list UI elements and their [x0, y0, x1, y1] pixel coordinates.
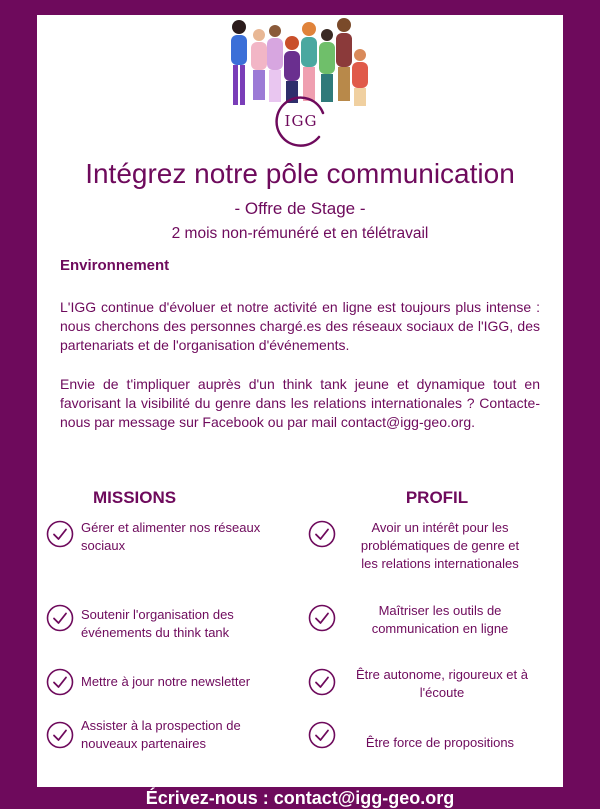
subtitle: - Offre de Stage -: [234, 199, 366, 218]
environment-paragraph-2: Envie de t'impliquer auprès d'un think tank jeune et dynamique tout en favorisant la visibilité du genre dans les relations internationales ? Contacte-nous par message sur Facebook ou par mail contact@igg-geo.org.: [60, 376, 540, 430]
environment-heading: Environnement: [60, 257, 170, 274]
check-circle-icon: [308, 668, 336, 696]
environment-paragraph-1: L'IGG continue d'évoluer et notre activité en ligne est toujours plus intense : nous cherchons des personnes chargé.es des réseaux sociaux de l'IGG, des partenariats et de l'organisation d'événements.: [60, 299, 540, 353]
profil-item: Maîtriser les outils de communication en ligne: [371, 603, 509, 636]
check-circle-icon: [308, 520, 336, 548]
check-circle-icon: [308, 604, 336, 632]
offer-details: 2 mois non-rémunéré et en télétravail: [171, 225, 429, 242]
mission-item: Soutenir l'organisation des événements du think tank: [81, 607, 234, 640]
check-circle-icon: [46, 520, 74, 548]
check-circle-icon: [46, 668, 74, 696]
profil-item: Avoir un intérêt pour les problématiques de genre et les relations internationales: [360, 520, 520, 571]
profil-item: Être autonome, rigoureux et à l'écoute: [356, 667, 528, 700]
check-circle-icon: [46, 721, 74, 749]
mission-item: Assister à la prospection de nouveaux partenaires: [81, 718, 241, 751]
page-title: Intégrez notre pôle communication: [85, 158, 515, 189]
check-circle-icon: [46, 604, 74, 632]
mission-item: Mettre à jour notre newsletter: [81, 674, 251, 689]
profil-item: Être force de propositions: [365, 735, 515, 750]
mission-item: Gérer et alimenter nos réseaux sociaux: [81, 520, 261, 553]
flyer-card: [37, 15, 563, 787]
footer-contact: Écrivez-nous : contact@igg-geo.org: [145, 788, 455, 808]
missions-heading: MISSIONS: [93, 488, 177, 507]
check-circle-icon: [308, 721, 336, 749]
profil-heading: PROFIL: [405, 488, 469, 507]
logo-text: IGG: [284, 112, 318, 130]
